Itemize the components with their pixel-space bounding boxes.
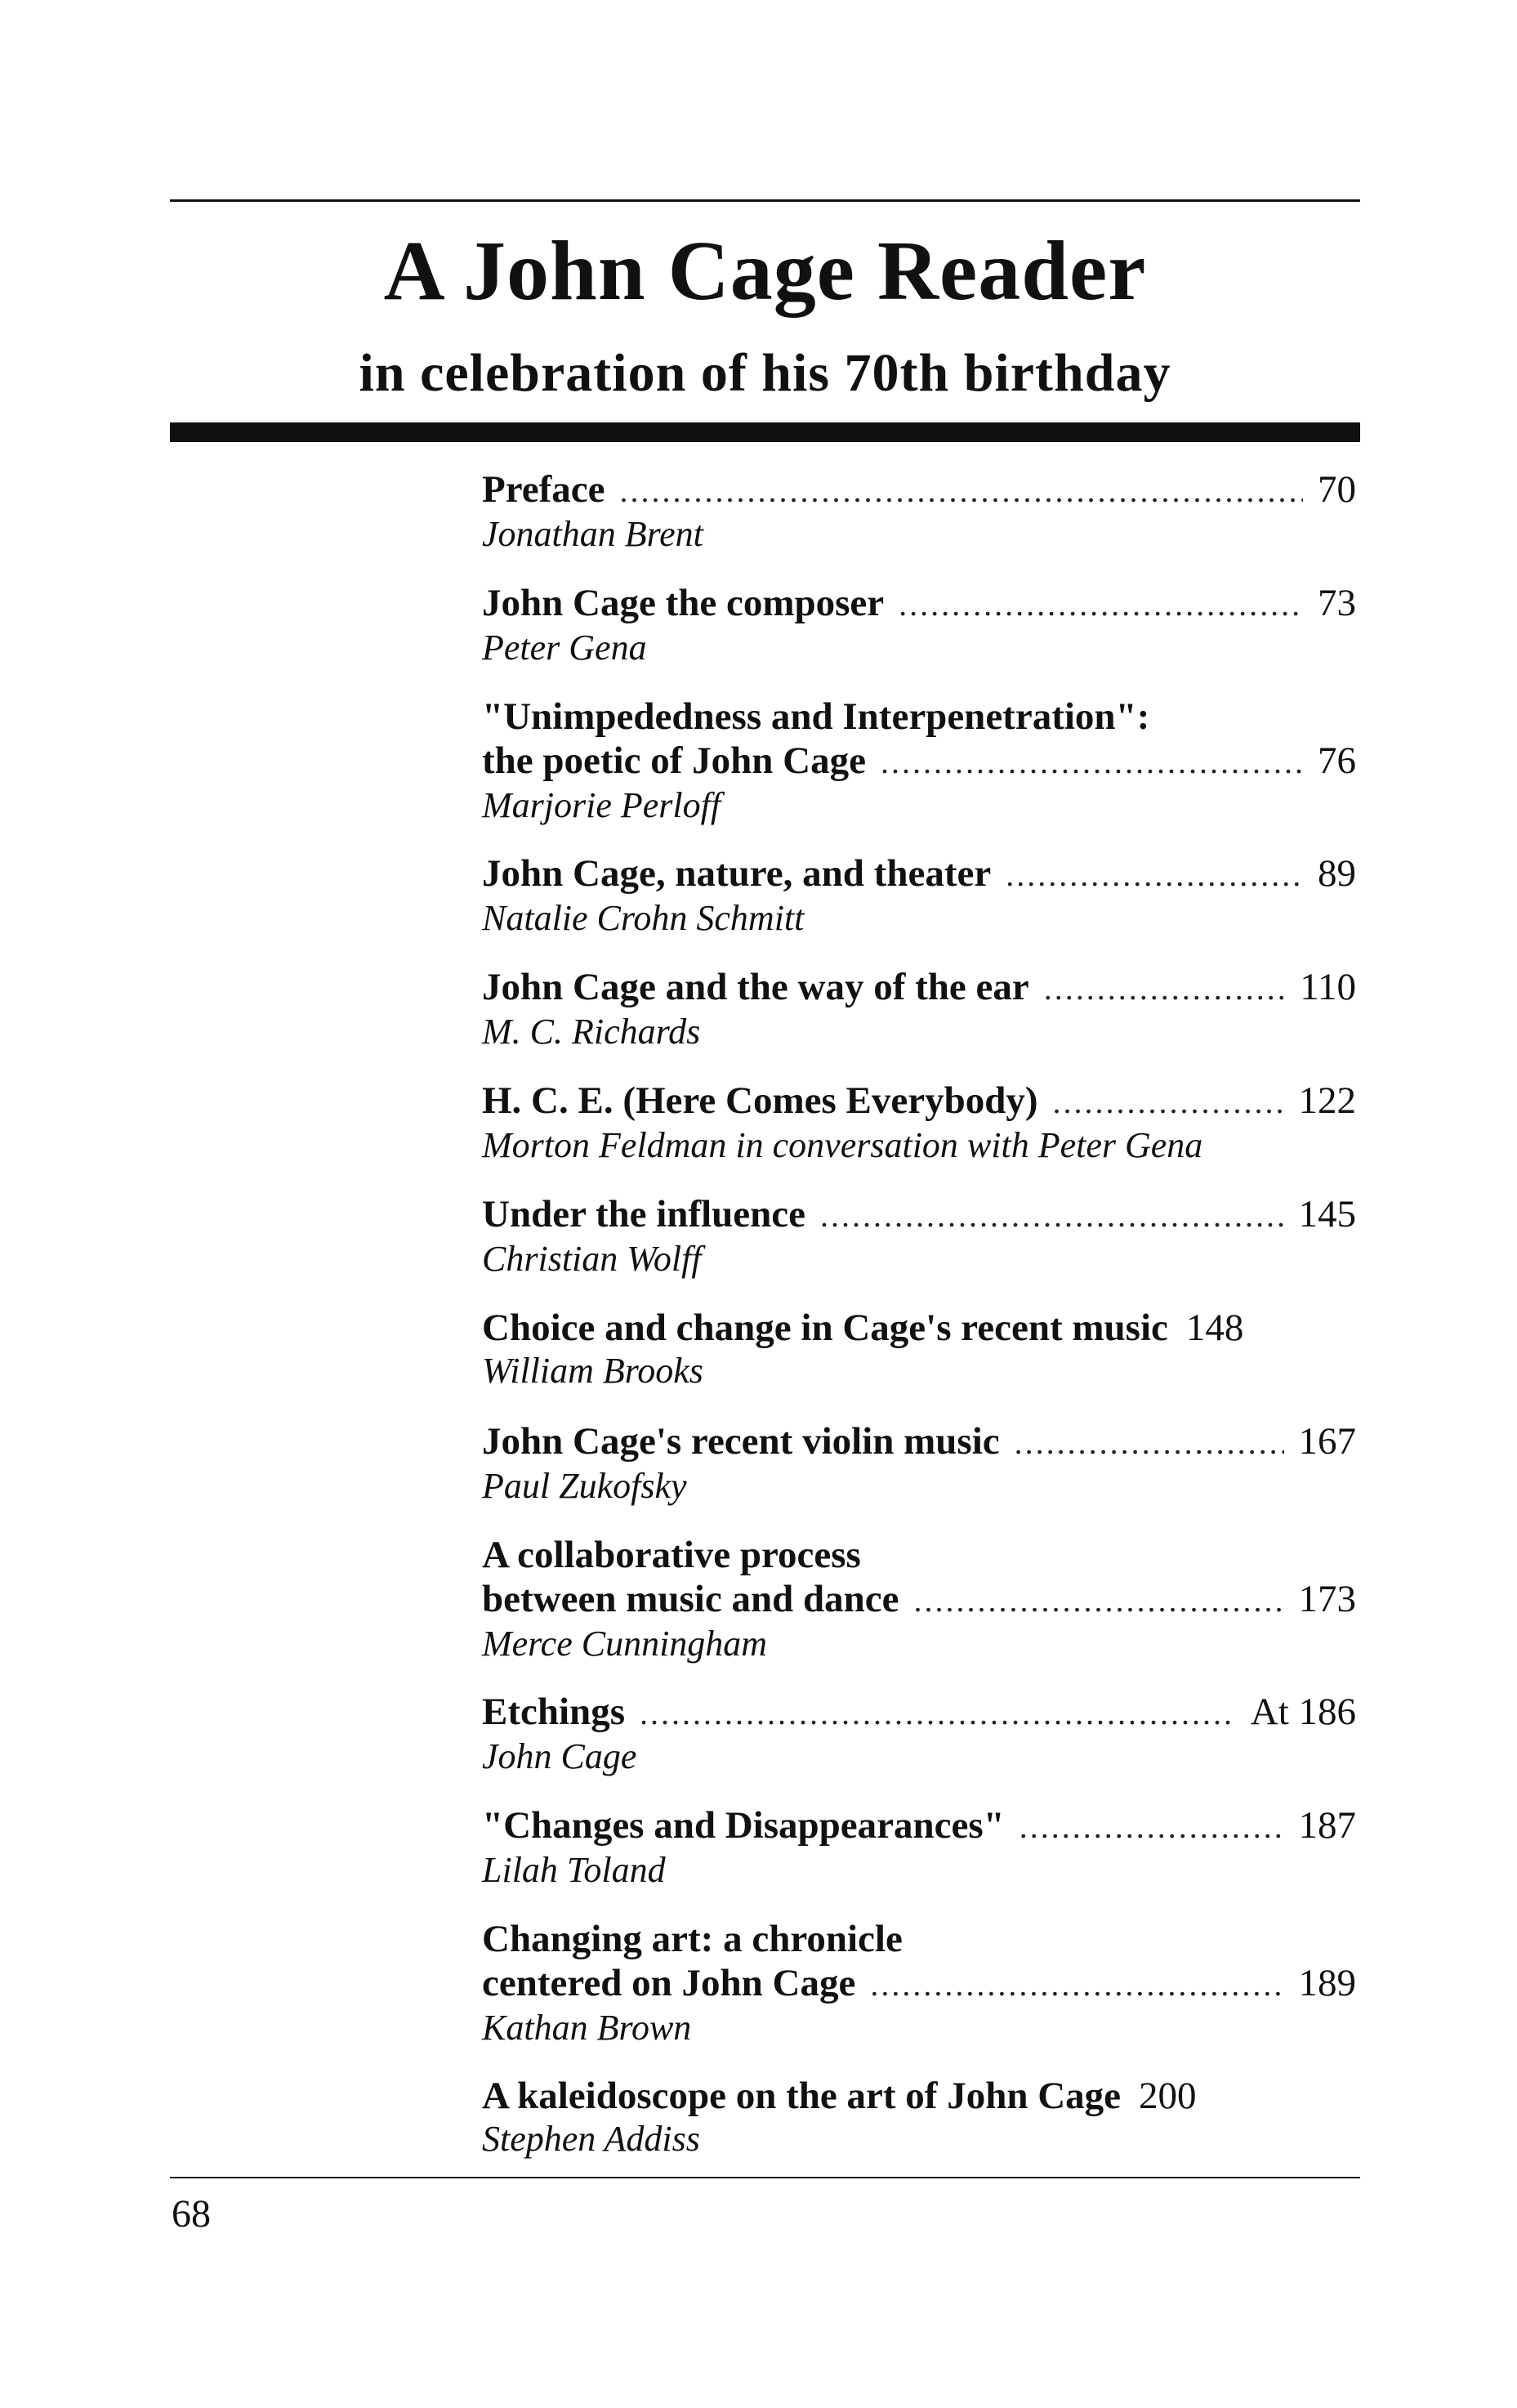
toc-entry-title-line-1: "Unimpededness and Interpenetration": [482,695,1150,738]
table-of-contents [482,467,1356,2187]
dot-leader [1044,967,1286,1011]
toc-entry-title: A kaleidoscope on the art of John Cage [482,2075,1122,2117]
toc-entry-page: 187 [1298,1804,1356,1847]
top-rule [170,199,1360,202]
dot-leader [640,1691,1236,1736]
toc-entry-page: 200 [1139,2075,1197,2117]
toc-entry-preface [482,467,1356,581]
toc-entry-unimpededness [482,695,1356,851]
toc-entry-title: John Cage the composer [482,582,885,624]
toc-entry-line [482,1419,1356,1465]
toc-entry-author: John Cage [482,1736,637,1776]
toc-entry-line [482,1577,1356,1623]
toc-entry-violin-music [482,1419,1356,1533]
toc-entry-page: 70 [1318,468,1356,511]
toc-entry-title-line-1: Changing art: a chronicle [482,1918,903,1960]
toc-entry-influence [482,1192,1356,1306]
dot-leader [913,1579,1283,1623]
toc-entry-title: John Cage and the way of the ear [482,966,1029,1008]
toc-entry-etchings [482,1690,1356,1803]
toc-entry-author: Lilah Toland [482,1850,666,1890]
toc-entry-title: Under the influence [482,1193,806,1235]
dot-leader [1006,853,1303,897]
toc-entry-author: Stephen Addiss [482,2119,700,2159]
bottom-rule [170,2177,1360,2178]
toc-entry-author: Merce Cunningham [482,1624,768,1664]
page-subtitle: in celebration of his 70th birthday [359,343,1171,403]
page-title: A John Cage Reader [383,224,1147,318]
toc-entry-page: At 186 [1250,1691,1356,1733]
toc-entry-author: Paul Zukofsky [482,1466,687,1506]
toc-entry-title: centered on John Cage [482,1962,856,2004]
toc-entry-line [482,851,1356,897]
toc-entry-line [482,1803,1356,1849]
toc-entry-line [482,581,1356,627]
page-number: 68 [172,2192,211,2236]
toc-entry-author: Jonathan Brent [482,514,703,554]
toc-entry-author: Morton Feldman in conversation with Peter Gena [482,1125,1203,1165]
toc-entry-page: 110 [1300,966,1356,1008]
dot-leader [1053,1080,1284,1124]
toc-entry-way-of-ear [482,965,1356,1079]
toc-entry-line [482,1961,1356,2007]
toc-entry-author: M. C. Richards [482,1012,701,1052]
toc-entry-page: 148 [1185,1307,1244,1349]
dot-leader [870,1963,1283,2007]
dot-leader [881,740,1303,784]
heading-divider [170,422,1360,442]
toc-entry-author: Peter Gena [482,628,647,668]
toc-entry-page: 122 [1298,1079,1356,1122]
toc-entry-line [482,1306,1356,1350]
toc-entry-page: 145 [1298,1193,1356,1235]
toc-entry-title: "Changes and Disappearances" [482,1804,1005,1847]
toc-entry-title: H. C. E. (Here Comes Everybody) [482,1079,1038,1122]
toc-entry-page: 89 [1318,852,1356,895]
toc-entry-title: Preface [482,468,605,511]
toc-entry-title: the poetic of John Cage [482,739,866,782]
toc-entry-page: 73 [1318,582,1356,624]
dot-leader [820,1194,1283,1238]
toc-entry-author: William Brooks [482,1351,703,1391]
toc-entry-title: Etchings [482,1691,625,1733]
dot-leader [899,583,1303,627]
toc-entry-page: 167 [1298,1420,1356,1463]
toc-entry-line [482,2074,1356,2118]
toc-entry-author: Marjorie Perloff [482,785,721,825]
dot-leader [1015,1421,1284,1465]
toc-entry-title: John Cage's recent violin music [482,1420,1000,1463]
toc-entry-title: Choice and change in Cage's recent music [482,1307,1168,1349]
toc-entry-line [482,1192,1356,1238]
toc-entry-page: 76 [1318,739,1356,782]
toc-entry-nature-theater [482,851,1356,965]
toc-entry-collaborative-process [482,1533,1356,1690]
toc-entry-line [482,1079,1356,1124]
toc-entry-line [482,739,1356,784]
toc-entry-changes-disappearances [482,1803,1356,1917]
toc-entry-page: 173 [1298,1578,1356,1620]
toc-entry-author: Natalie Crohn Schmitt [482,898,805,938]
toc-entry-title: John Cage, nature, and theater [482,852,992,895]
toc-entry-line [482,467,1356,513]
toc-entry-author: Kathan Brown [482,2008,692,2048]
toc-entry-choice-change [482,1306,1356,1419]
toc-entry-line [482,965,1356,1011]
toc-entry-hce [482,1079,1356,1192]
toc-entry-line [482,1690,1356,1736]
dot-leader [619,469,1303,513]
toc-entry-composer [482,581,1356,695]
toc-entry-author: Christian Wolff [482,1239,702,1279]
dot-leader [1020,1805,1284,1849]
toc-entry-title-line-1: A collaborative process [482,1534,861,1576]
toc-entry-page: 189 [1298,1962,1356,2004]
toc-entry-changing-art [482,1917,1356,2074]
toc-entry-title: between music and dance [482,1578,899,1620]
toc-entry-kaleidoscope [482,2074,1356,2187]
